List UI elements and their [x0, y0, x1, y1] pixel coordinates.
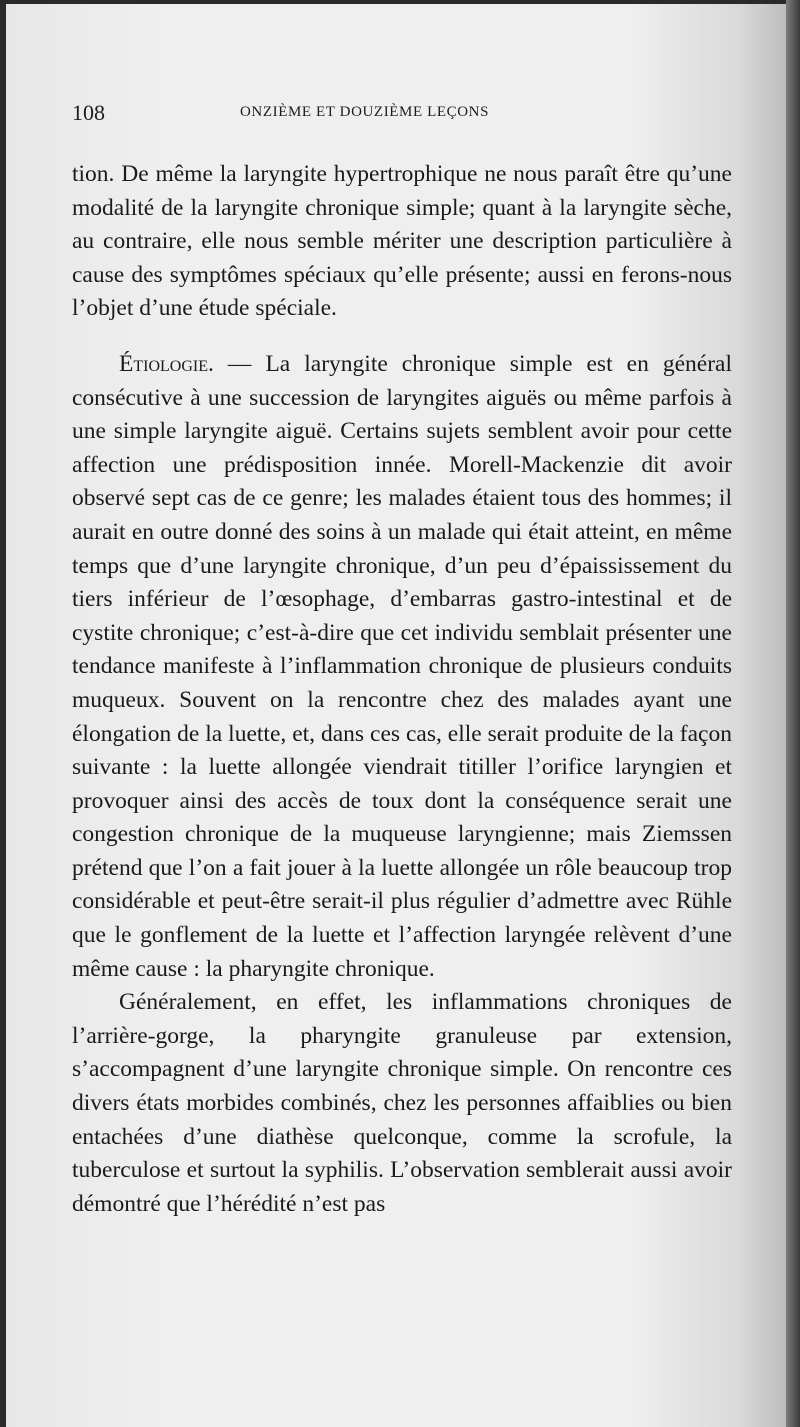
- book-gutter-shadow: [786, 0, 800, 1427]
- running-title: ONZIÈME ET DOUZIÈME LEÇONS: [240, 104, 490, 120]
- paragraph-generalement: Généralement, en effet, les inflammations chroniques de l’arrière-gorge, la pharyngite granuleuse par extension, s’accompagnent d’une laryngite chronique simple. On rencontre ces divers états morbides combinés, chez les personnes affaiblies ou bien entachées d’une diathèse quelconque, comme la scrofule, la tuberculose et surtout la syphilis. L’observation semblerait aussi avoir démontré que l’hérédité n’est pas: [72, 989, 732, 1217]
- paragraph-etiologie: [72, 348, 732, 986]
- page-number: 108: [72, 100, 105, 125]
- page-header: [72, 100, 732, 130]
- section-heading: Étiologie.: [119, 350, 214, 377]
- paragraph-continuation: tion. De même la laryngite hypertrophique ne nous paraît être qu’une modalité de la laryngite chronique simple; quant à la laryngite sèche, au contraire, elle nous semble mériter une description particulière à cause des symptômes spéciaux qu’elle présente; aussi en ferons-nous l’objet d’une étude spéciale.: [72, 161, 732, 322]
- book-page: [6, 4, 786, 1427]
- body-text: [72, 158, 732, 1221]
- paragraph-text: — La laryngite chronique simple est en général consécutive à une succession de laryngites aiguës ou même parfois à une simple laryngite aiguë. Certains sujets semblent avoir pour cette affection une prédisposition innée. Morell-Mackenzie dit avoir observé sept cas de ce genre; les malades étaient tous des hommes; il aurait en outre donné des soins à un malade qui était atteint, en même temps que d’une laryngite chronique, d’un peu d’épaississement du tiers inférieur de l’œsophage, d’embarras gastro-intestinal et de cystite chronique; c’est-à-dire que cet individu semblait présenter une tendance manifeste à l’inflammation chronique de plusieurs conduits muqueux. Souvent on la rencontre chez des malades ayant une élongation de la luette, et, dans ces cas, elle serait produite de la façon suivante : la luette allongée viendrait titiller l’orifice laryngien et provoquer ainsi des accès de toux dont la conséquence serait une congestion chronique de la muqueuse laryngienne; mais Ziemssen prétend que l’on a fait jouer à la luette allongée un rôle beaucoup trop considérable et peut-être serait-il plus régulier d’admettre avec Rühle que le gonflement de la luette et l’affection laryngée relèvent d’une même cause : la pharyngite chronique.: [72, 350, 732, 982]
